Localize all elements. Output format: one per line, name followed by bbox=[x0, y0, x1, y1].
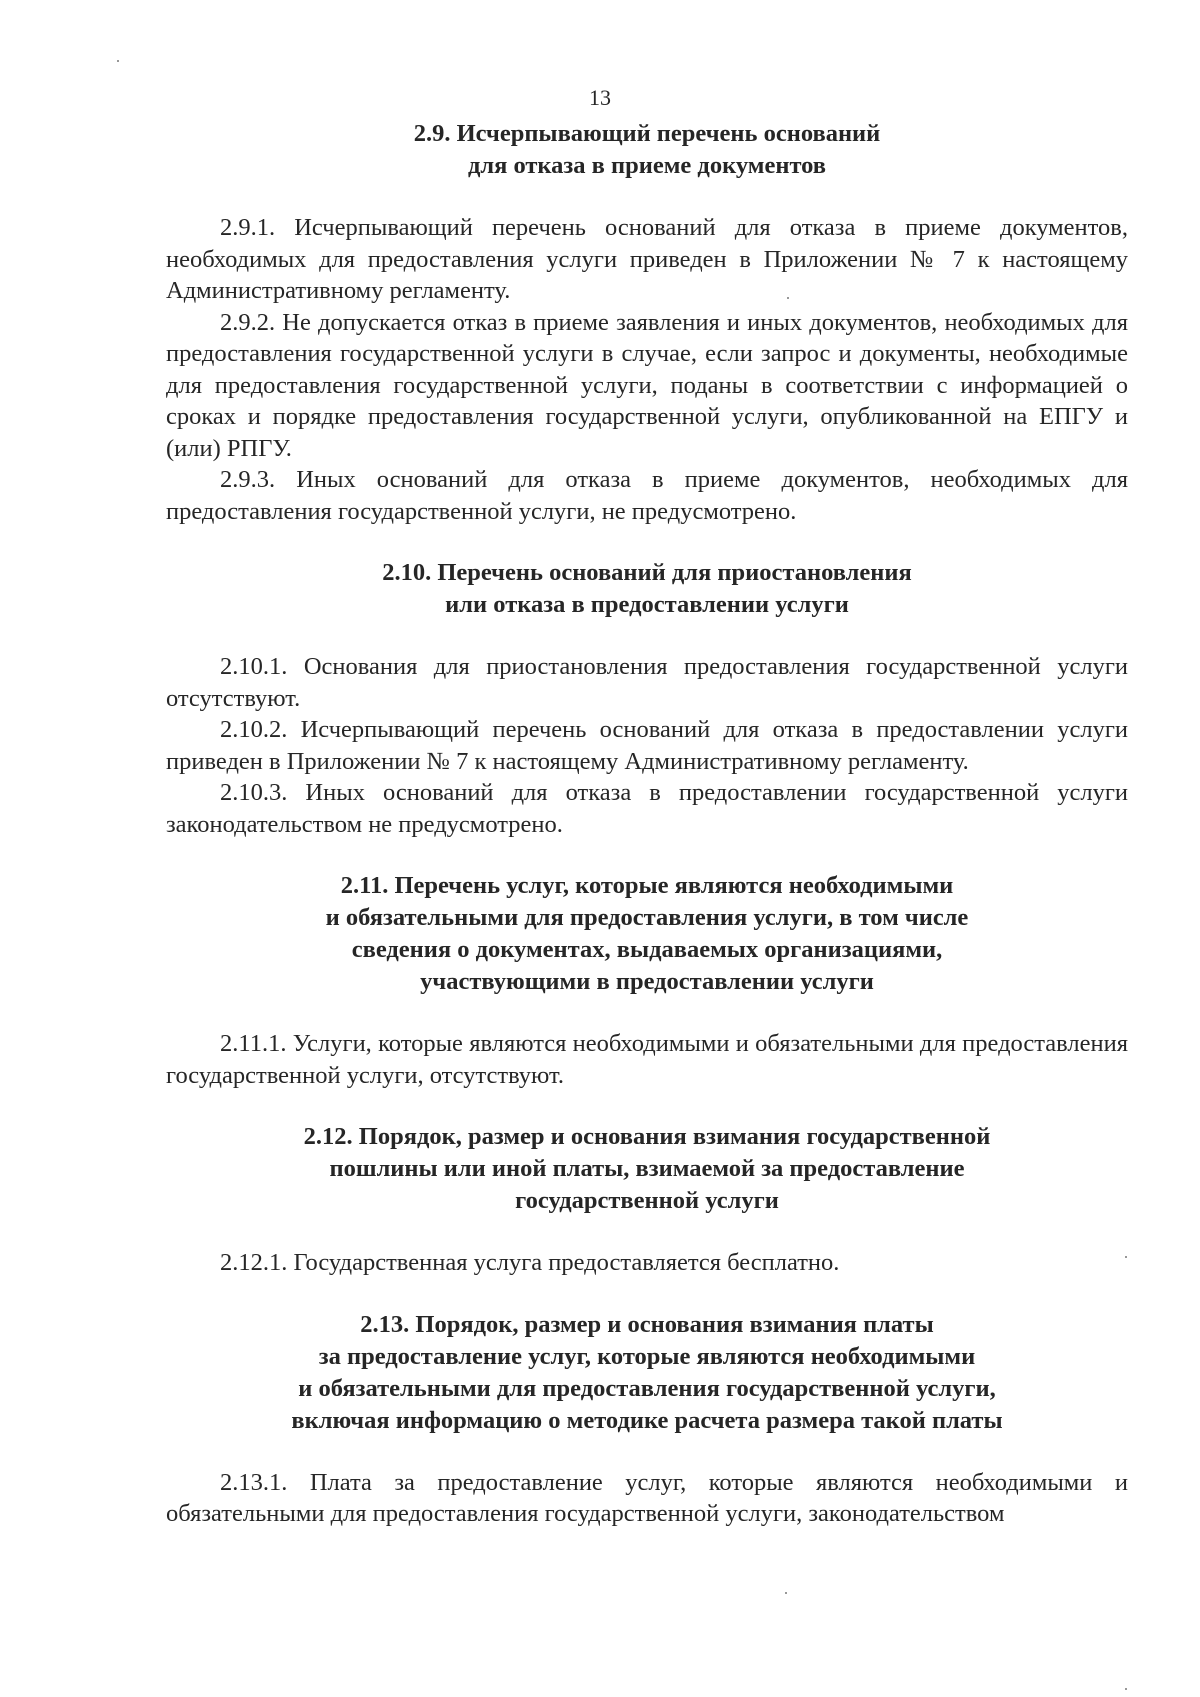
section-title bbox=[166, 870, 1128, 998]
spacer bbox=[166, 1217, 1128, 1247]
spacer bbox=[166, 527, 1128, 557]
spacer bbox=[166, 840, 1128, 870]
section-title-line: за предоставление услуг, которые являются необходимыми bbox=[318, 1342, 976, 1370]
section-title bbox=[166, 557, 1128, 621]
section-title-line: и обязательными для предоставления услуги, в том числе bbox=[325, 904, 969, 931]
paragraph: 2.10.1. Основания для приостановления предоставления государственной услуги отсутствуют. bbox=[166, 653, 1128, 712]
section-2-11 bbox=[166, 870, 1128, 1091]
scan-speck bbox=[787, 297, 789, 299]
section-title bbox=[166, 1309, 1128, 1437]
section-2-10 bbox=[166, 557, 1128, 840]
spacer bbox=[166, 1437, 1128, 1467]
section-2-9 bbox=[166, 118, 1128, 527]
section-title-line: государственной услуги bbox=[515, 1187, 779, 1214]
paragraph: 2.9.2. Не допускается отказ в приеме заявления и иных документов, необходимых для предоставления государственной услуги в случае, если запрос и документы, необходимые для предоставления государственной услуги, поданы в соответствии с информацией о сроках и порядке предоставления государственной услуги, опубликованной на ЕПГУ и (или) РПГУ. bbox=[166, 308, 1128, 462]
scan-speck bbox=[785, 1592, 787, 1594]
section-2-13 bbox=[166, 1309, 1128, 1530]
spacer bbox=[166, 1091, 1128, 1121]
section-title-line: пошлины или иной платы, взимаемой за предоставление bbox=[329, 1155, 965, 1182]
section-title bbox=[166, 1121, 1128, 1217]
paragraph: 2.10.3. Иных оснований для отказа в предоставлении государственной услуги законодательством не предусмотрено. bbox=[166, 779, 1128, 838]
paragraph: 2.11.1. Услуги, которые являются необходимыми и обязательными для предоставления государственной услуги, отсутствуют. bbox=[166, 1030, 1128, 1089]
section-2-12 bbox=[166, 1121, 1128, 1279]
section-title-line: 2.10. Перечень оснований для приостановления bbox=[382, 559, 912, 586]
scan-speck bbox=[117, 60, 119, 62]
spacer bbox=[166, 621, 1128, 651]
section-title-line: 2.13. Порядок, размер и основания взимания платы bbox=[360, 1310, 934, 1338]
paragraph: 2.9.3. Иных оснований для отказа в приеме документов, необходимых для предоставления государственной услуги, не предусмотрено. bbox=[166, 466, 1128, 525]
scan-speck bbox=[1125, 1256, 1127, 1258]
spacer bbox=[166, 182, 1128, 212]
section-title-line: 2.11. Перечень услуг, которые являются необходимыми bbox=[340, 872, 954, 899]
section-title-line: и обязательными для предоставления государственной услуги, bbox=[298, 1374, 996, 1402]
spacer bbox=[166, 1279, 1128, 1309]
scan-speck bbox=[1125, 1688, 1127, 1690]
paragraph: 2.9.1. Исчерпывающий перечень оснований для отказа в приеме документов, необходимых для предоставления услуги приведен в Приложении № 7 к настоящему Административному регламенту. bbox=[166, 214, 1128, 304]
section-title-line: сведения о документах, выдаваемых организациями, bbox=[351, 936, 943, 963]
paragraph: 2.13.1. Плата за предоставление услуг, которые являются необходимыми и обязательными для предоставления государственной услуги, законодательством bbox=[166, 1468, 1128, 1527]
spacer bbox=[166, 998, 1128, 1028]
section-title-line: или отказа в предоставлении услуги bbox=[445, 591, 849, 618]
paragraph: 2.10.2. Исчерпывающий перечень оснований для отказа в предоставлении услуги приведен в Приложении № 7 к настоящему Административному регламенту. bbox=[166, 716, 1128, 775]
page-number: 13 bbox=[589, 85, 611, 110]
section-title-line: для отказа в приеме документов bbox=[467, 152, 827, 179]
section-title-line: участвующими в предоставлении услуги bbox=[420, 968, 874, 995]
page-content bbox=[166, 118, 1128, 1530]
section-title bbox=[166, 118, 1128, 182]
paragraph: 2.12.1. Государственная услуга предоставляется бесплатно. bbox=[220, 1249, 840, 1276]
section-title-line: 2.9. Исчерпывающий перечень оснований bbox=[413, 120, 881, 147]
section-title-line: 2.12. Порядок, размер и основания взимания государственной bbox=[303, 1123, 991, 1150]
section-title-line: включая информацию о методике расчета размера такой платы bbox=[291, 1406, 1003, 1434]
